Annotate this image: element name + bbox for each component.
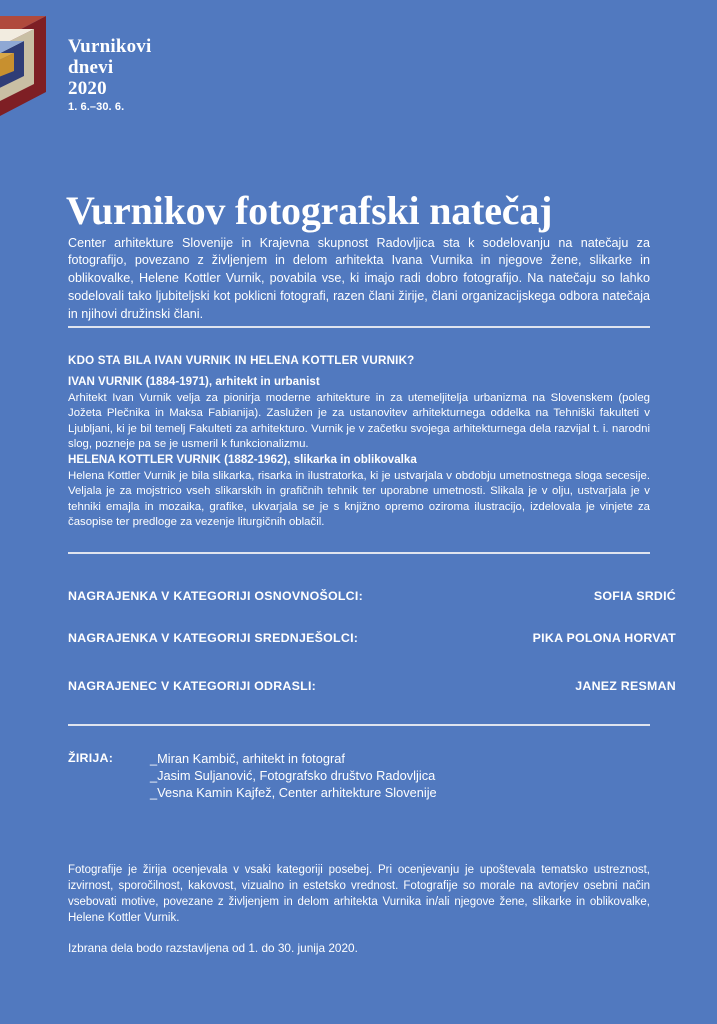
divider-above-winners xyxy=(68,552,650,554)
about-question-heading: KDO STA BILA IVAN VURNIK IN HELENA KOTTLER VURNIK? xyxy=(68,353,415,367)
wordmark-line-1: Vurnikovi xyxy=(68,36,152,57)
bio-body: Arhitekt Ivan Vurnik velja za pionirja moderne arhitekture in za utemeljitelja urbanizma na Slovenskem (poleg Jožeta Plečnika in Maksa Fabianija). Zaslužen je za ustanovitev arhitekturnega oddelka na Tehniški fakulteti v Ljubljani, ki je bil temelj Fakulteti za arhitekturo. Vurnik je v začetku svojega arhitekturnega dela razvijal t. i. narodni slog, pozneje pa se je usmeril k funkcionalizmu. xyxy=(68,391,650,451)
winner-category: NAGRAJENEC V KATEGORIJI ODRASLI: xyxy=(68,679,317,693)
list-item: _Miran Kambič, arhitekt in fotograf xyxy=(150,751,345,766)
jury-section xyxy=(68,750,668,801)
wordmark-year: 2020 xyxy=(68,78,107,99)
vurnikovi-dnevi-cube-logo xyxy=(0,16,46,138)
winner-row xyxy=(68,589,676,603)
exhibition-note: Izbrana dela bodo razstavljena od 1. do 30. junija 2020. xyxy=(68,940,358,955)
jury-label: ŽIRIJA: xyxy=(68,751,114,765)
list-item: _Vesna Kamin Kajfež, Center arhitekture Slovenije xyxy=(150,785,437,801)
divider-above-about xyxy=(68,326,650,328)
winner-name: PIKA POLONA HORVAT xyxy=(532,631,676,645)
wordmark-line-2: dnevi xyxy=(68,57,114,78)
winner-row xyxy=(68,631,676,645)
event-wordmark xyxy=(68,37,151,113)
page-title: Vurnikov fotografski natečaj xyxy=(66,187,553,233)
event-dates: 1. 6.–30. 6. xyxy=(68,101,125,113)
divider-above-jury xyxy=(68,724,650,726)
winner-name: SOFIA SRDIĆ xyxy=(593,589,676,603)
bio-helena-kottler-vurnik xyxy=(68,452,650,531)
bio-heading: HELENA KOTTLER VURNIK (1882-1962), slikarka in oblikovalka xyxy=(68,453,417,466)
bio-heading: IVAN VURNIK (1884-1971), arhitekt in urbanist xyxy=(68,375,320,388)
list-item: _Jasim Suljanović, Fotografsko društvo Radovljica xyxy=(150,768,436,784)
bio-ivan-vurnik xyxy=(68,374,650,453)
winner-name: JANEZ RESMAN xyxy=(575,679,676,693)
judging-criteria-paragraph: Fotografije je žirija ocenjevala v vsaki kategoriji posebej. Pri ocenjevanju je upoštevala tematsko ustreznost, izvirnost, sporočilnost, kakovost, vizualno in estetsko vrednost. Fotografije so morale na avtorjev osebni način vsebovati motive, povezane z življenjem in delom arhitekta Vurnika in/ali njegove žene, slikarke in oblikovalke, Helene Kottler Vurnik. xyxy=(68,863,650,925)
bio-body: Helena Kottler Vurnik je bila slikarka, risarka in ilustratorka, ki je ustvarjala v obdobju umetnostnega sloga secesije. Veljala je za mojstrico vseh slikarskih in grafičnih tehnik ter uporabne umetnosti. Slikala je v olju, ustvarjala je v tehniki emajla in mozaika, grafike, ukvarjala se je s knjižno opremo oziroma ilustracijo, izdelovala je vinjete za časopise ter predloge za vezenje liturgičnih oblačil. xyxy=(68,469,650,529)
cube-logo-icon xyxy=(0,16,46,138)
jury-member-list xyxy=(150,750,437,801)
intro-paragraph: Center arhitekture Slovenije in Krajevna skupnost Radovljica sta k sodelovanju na natečaju za fotografijo, povezano z življenjem in delom arhitekta Ivana Vurnika in njegove žene, slikarke in oblikovalke, Helene Kottler Vurnik, povabila vse, ki imajo radi dobro fotografijo. Na natečaju so lahko sodelovali tako ljubiteljski kot poklicni fotografi, razen člani žirije, člani organizacijskega odbora natečaja in njihovi družinski člani. xyxy=(68,235,650,322)
winner-row xyxy=(68,679,676,693)
winner-category: NAGRAJENKA V KATEGORIJI OSNOVNOŠOLCI: xyxy=(68,589,363,603)
winner-category: NAGRAJENKA V KATEGORIJI SREDNJEŠOLCI: xyxy=(68,631,359,645)
